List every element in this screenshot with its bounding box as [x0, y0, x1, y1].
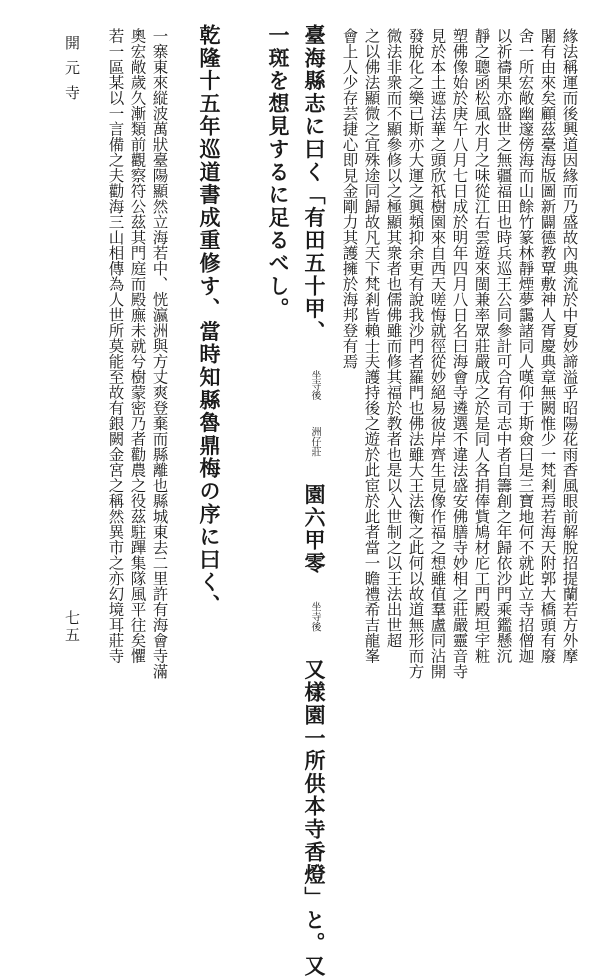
section-title: 開元寺	[63, 35, 81, 110]
inline-note-a: 坐寺後	[309, 370, 320, 401]
page-number: 七五	[63, 610, 81, 644]
japanese-line-1-start: 臺海縣志に曰く「有田五十甲、	[302, 24, 327, 344]
preface-column-3: 若一區某以一言備之夫勸海三山相傳為人世所莫能至故有銀闕金宮之稱然異市之亦幻境耳莊寺	[106, 28, 125, 664]
text-column-8: 發脫化之樂已斯亦大運之興頻抑余更有說我沙門者羅門也佛法雖大王法衡之此何以故道無形而方	[406, 28, 425, 679]
text-column-5: 靜之聰函松風水月之味從江右雲遊來閩兼率眾莊嚴成之於是同人各捐俸貲鳩材庀工門殿垣宇粧	[472, 28, 491, 664]
text-column-3: 舍一所宏敞幽邃傍海而山餘竹篆林靜煙夢靄諸同人嘆仰于斯僉曰是三寶地何不就此立寺招僧迦	[516, 28, 535, 664]
preface-column-1: 一寨東來縦波萬狀臺陽顯然立海若中、恍瀛洲與方丈爽登棄而縣離也縣城東去二里許有海會寺滿	[150, 28, 169, 679]
text-column-10: 之以佛法顯微之宜殊途同歸故凡天下梵剎皆賴士夫護持後之遊於此宦於此者當一瞻禮希吉龍峯	[362, 28, 381, 664]
text-column-2: 闍有由來矣顧茲臺海版圖新闢德教覃敷神人胥慶典章無闕惟少一梵剎焉若海天附郭大橋頭有廢	[538, 28, 557, 664]
japanese-line-3: 乾隆十五年巡道書成重修す、當時知縣魯鼎梅の序に曰く、	[197, 24, 222, 617]
inline-note-b: 洲仔莊	[309, 426, 320, 457]
text-column-1: 緣法稱運而後興道因緣而乃盛故內典流於中夏妙諦溢乎昭陽花雨香風眼前解脫招提蘭若方外摩	[560, 28, 579, 664]
text-column-6: 塑佛像始於庚午八月七日成於明年四月八日名曰海會寺遴選不違法盛安佛膳寺妙相之莊嚴靈音寺	[450, 28, 469, 679]
text-column-11: 會上人少存芸捷心即見金剛力其護擁於海邦登有焉	[340, 28, 359, 369]
text-column-9: 微法非衆而不顯參修以之極顯其衆者也儒佛雖而修其福於教者也是以入世制之以王法出世超	[384, 28, 403, 648]
japanese-line-1	[304, 24, 325, 978]
text-column-4: 以祈禱果亦盛世之無疆福田也時兵巡王公同參計可合有司志中者自籌創之年歸依沙門乘鑑懸沉	[494, 28, 513, 664]
japanese-line-1-end: 又樣園一所供本寺香燈」と。又	[302, 658, 327, 978]
inline-note-c: 坐寺後	[309, 601, 320, 632]
japanese-line-1-tail: 園六甲零	[302, 483, 327, 575]
preface-column-2: 奧宏敞歲久漸類前觀察符公茲其門庭而殿廡未就兮樹蒙密乃者勸農之役茲駐蹕集隊風平往矣懼	[128, 28, 147, 664]
text-column-7: 見於本土遮法華之頭欣祇樹園來自西天嗟悔就徑從妙絕易彼岸齊生見像作福之想雖值羣盧同沾開	[428, 28, 447, 679]
japanese-line-2: 一斑を想見するに足るべし。	[266, 24, 291, 321]
